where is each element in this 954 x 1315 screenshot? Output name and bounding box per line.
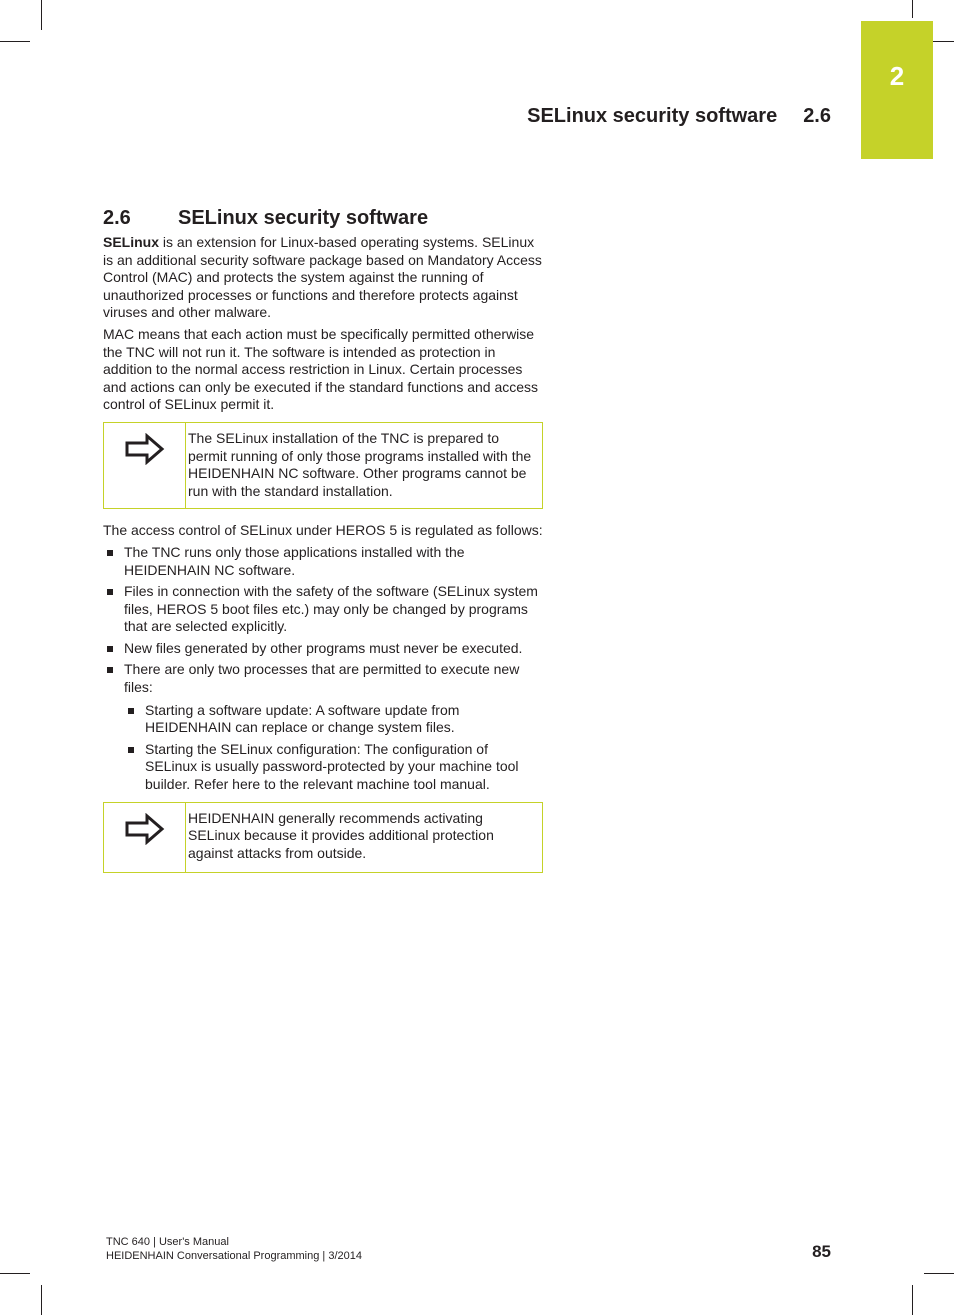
section-number: 2.6 <box>103 207 131 229</box>
crop-mark <box>912 1285 913 1315</box>
footer-edition: HEIDENHAIN Conversational Programming | 3/2014 <box>106 1250 362 1262</box>
section-heading <box>103 205 543 231</box>
footer-manual-title: TNC 640 | User's Manual <box>106 1236 229 1248</box>
chapter-number: 2 <box>889 61 905 91</box>
page-number: 85 <box>812 1242 831 1261</box>
intro-text: is an extension for Linux-based operating systems. SELinux is an additional security software package based on Mandatory Access Control (MAC) and protects the system against the running of unauthorized processes or functions and therefore protects against viruses and other malware. <box>103 234 542 321</box>
crop-mark <box>41 0 42 30</box>
crop-mark <box>912 0 913 18</box>
main-content <box>103 205 543 886</box>
mac-paragraph: MAC means that each action must be specifically permitted otherwise the TNC will not run it. The software is intended as protection in addition to the normal access restriction in Linux. Certain processes and actions can only be executed if the standard functions and access control of SELinux permit it. <box>103 325 539 413</box>
footer <box>106 1235 362 1263</box>
list-item-text: There are only two processes that are permitted to execute new files: <box>124 661 520 696</box>
note-text: The SELinux installation of the TNC is prepared to permit running of only those programs installed with the HEIDENHAIN NC software. Other programs cannot be run with the standard installation. <box>188 429 532 499</box>
list-item: Files in connection with the safety of the software (SELinux system files, HEROS 5 boot files etc.) may only be changed by programs that are selected explicitly. <box>103 583 543 636</box>
note-box <box>103 422 543 509</box>
list-item: The TNC runs only those applications installed with the HEIDENHAIN NC software. <box>103 544 543 579</box>
sub-bullet-list <box>124 702 543 794</box>
access-control-paragraph: The access control of SELinux under HEROS 5 is regulated as follows: <box>103 522 543 539</box>
list-item: New files generated by other programs must never be executed. <box>103 640 543 658</box>
list-item <box>103 661 543 793</box>
sub-list-item: Starting a software update: A software update from HEIDENHAIN can replace or change system files. <box>124 702 543 737</box>
sub-list-item: Starting the SELinux configuration: The configuration of SELinux is usually password-protected by your machine tool builder. Refer here to the relevant machine tool manual. <box>124 741 543 794</box>
crop-mark <box>41 1285 42 1315</box>
arrow-right-icon <box>125 433 165 465</box>
intro-bold-term: SELinux <box>103 234 160 250</box>
arrow-right-icon <box>125 813 165 845</box>
running-head <box>527 103 831 129</box>
note-box <box>103 802 543 874</box>
note-text: HEIDENHAIN generally recommends activating SELinux because it provides additional protection against attacks from outside. <box>188 809 494 861</box>
crop-mark <box>0 1273 30 1274</box>
intro-paragraph <box>103 234 543 322</box>
bullet-list <box>103 544 543 794</box>
note-icon-cell <box>104 423 186 508</box>
crop-mark <box>0 41 30 42</box>
chapter-tab <box>861 21 933 159</box>
note-icon-cell <box>104 803 186 873</box>
crop-mark <box>924 1273 954 1274</box>
running-head-number: 2.6 <box>803 105 831 127</box>
running-head-title: SELinux security software <box>527 105 778 127</box>
section-title: SELinux security software <box>178 207 429 229</box>
